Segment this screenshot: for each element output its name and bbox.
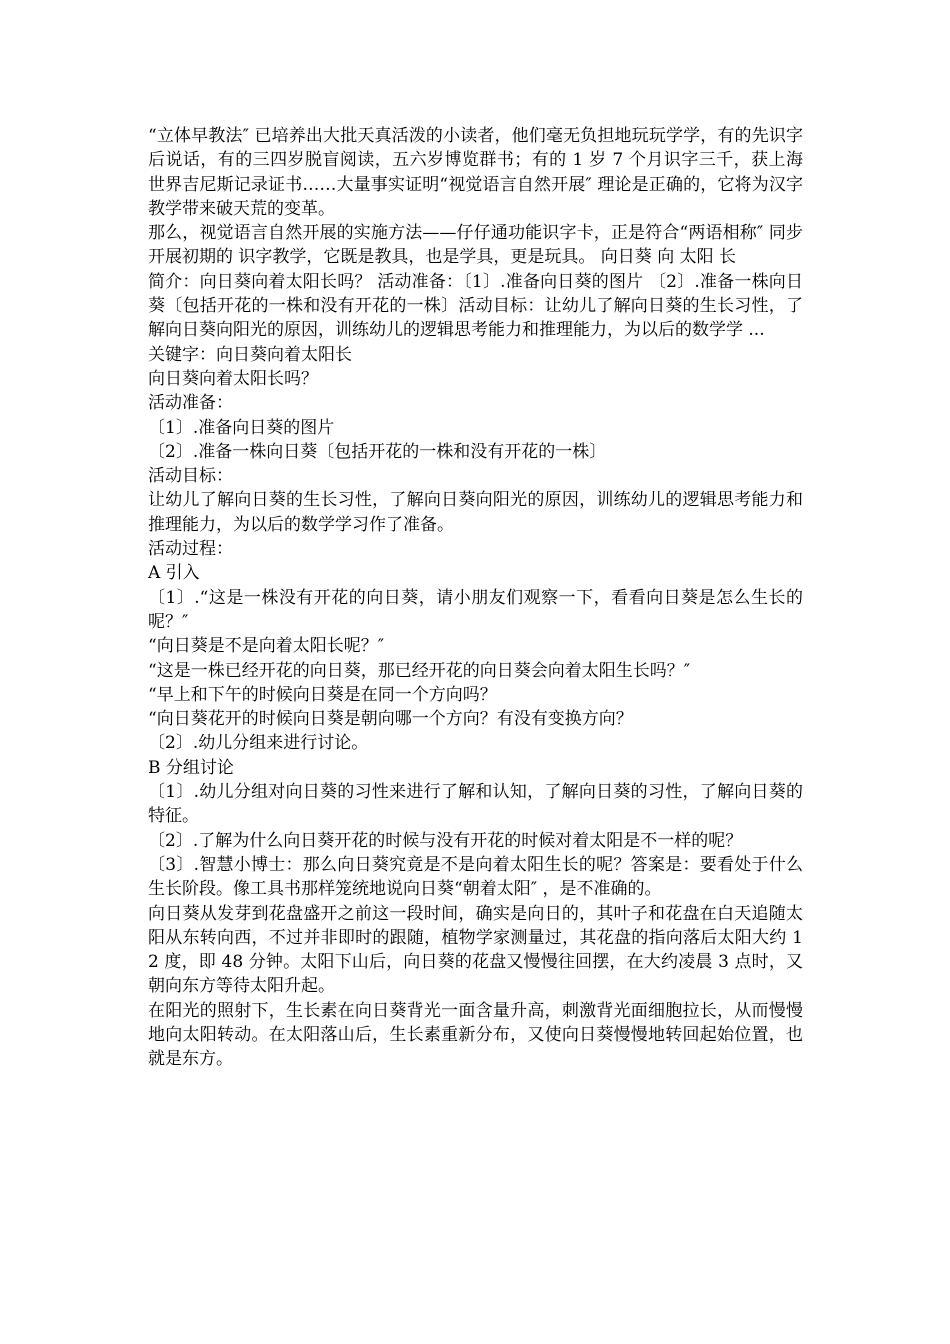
quote-line-4: “向日葵花开的时候向日葵是朝向哪一个方向？有没有变换方向？ bbox=[148, 709, 633, 730]
list-item-a-1: 〔1〕.“这是一株没有开花的向日葵，请小朋友们观察一下，看看向日葵是怎么生长的呢？″ bbox=[148, 587, 803, 632]
list-item-b-1: 〔1〕.幼儿分组对向日葵的习性来进行了解和认知，了解向日葵的习性，了解向日葵的特征。 bbox=[148, 782, 803, 827]
paragraph-method-title: 那么，视觉语言自然开展的实施方法——仔仔通功能识字卡，正是符合“两语相称″ 同步开展初期的 识字教学，它既是教具，也是学具，更是玩具。 向日葵 向 太阳 长 bbox=[148, 223, 803, 268]
list-item-b-3: 〔3〕.智慧小博士：那么向日葵究竟是不是向着太阳生长的呢？答案是：要看处于什么生长阶段。像工具书那样笼统地说向日葵“朝着太阳″ ，是不准确的。 bbox=[148, 854, 803, 900]
paragraph-goals: 让幼儿了解向日葵的生长习性，了解向日葵向阳光的原因，训练幼儿的逻辑思考能力和推理能力，为以后的数学学习作了准备。 bbox=[148, 490, 803, 535]
paragraph-intro-results: “立体早教法″ 已培养出大批天真活泼的小读者，他们毫无负担地玩玩学学，有的先识字后说话，有的三四岁脱盲阅读，五六岁博览群书；有的 1 岁 7 个月识字三千，获上海世界吉尼斯记录证书……大量事实证明“视觉语言自然开展″ 理论是正确的，它将为汉字教学带来破天荒的变革。 bbox=[148, 126, 803, 219]
list-item-a-2: 〔2〕.幼儿分组来进行讨论。 bbox=[148, 733, 369, 754]
quote-line-2: “这是一株已经开花的向日葵，那已经开花的向日葵会向着太阳生长吗？″ bbox=[148, 660, 691, 681]
quote-line-3: “早上和下午的时候向日葵是在同一个方向吗？ bbox=[148, 684, 497, 705]
paragraph-keywords: 关键字：向日葵向着太阳长 bbox=[148, 344, 352, 365]
heading-goals: 活动目标： bbox=[148, 466, 233, 487]
list-item-preparation-2: 〔2〕.准备一株向日葵〔包括开花的一株和没有开花的一株〕 bbox=[148, 441, 607, 462]
paragraph-explanation-1: 向日葵从发芽到花盘盛开之前这一段时间，确实是向日的，其叶子和花盘在白天追随太阳从东转向西，不过并非即时的跟随，植物学家测量过，其花盘的指向落后太阳大约 12 度，即 48 分钟。太阳下山后，向日葵的花盘又慢慢往回摆，在大约凌晨 3 点时，又朝向东方等待太阳升起。 bbox=[148, 903, 803, 997]
list-item-preparation-1: 〔1〕.准备向日葵的图片 bbox=[148, 417, 335, 438]
list-item-b-2: 〔2〕.了解为什么向日葵开花的时候与没有开花的时候对着太阳是不一样的呢？ bbox=[148, 830, 743, 851]
paragraph-explanation-2: 在阳光的照射下，生长素在向日葵背光一面含量升高，刺激背光面细胞拉长，从而慢慢地向太阳转动。在太阳落山后，生长素重新分布，又使向日葵慢慢地转回起始位置，也就是东方。 bbox=[148, 1000, 803, 1070]
heading-preparation: 活动准备： bbox=[148, 393, 233, 414]
document-body bbox=[148, 124, 803, 1072]
paragraph-question: 向日葵向着太阳长吗？ bbox=[148, 368, 318, 389]
heading-section-b: B 分组讨论 bbox=[148, 757, 234, 778]
quote-line-1: “向日葵是不是向着太阳长呢？″ bbox=[148, 636, 385, 657]
heading-section-a: A 引入 bbox=[148, 563, 200, 584]
paragraph-summary: 简介：向日葵向着太阳长吗？ 活动准备：〔1〕.准备向日葵的图片 〔2〕.准备一株向日葵〔包括开花的一株和没有开花的一株〕活动目标：让幼儿了解向日葵的生长习性，了解向日葵向阳光的原因，训练幼儿的逻辑思考能力和推理能力，为以后的数学学 ... bbox=[148, 271, 803, 341]
heading-process: 活动过程： bbox=[148, 539, 233, 560]
